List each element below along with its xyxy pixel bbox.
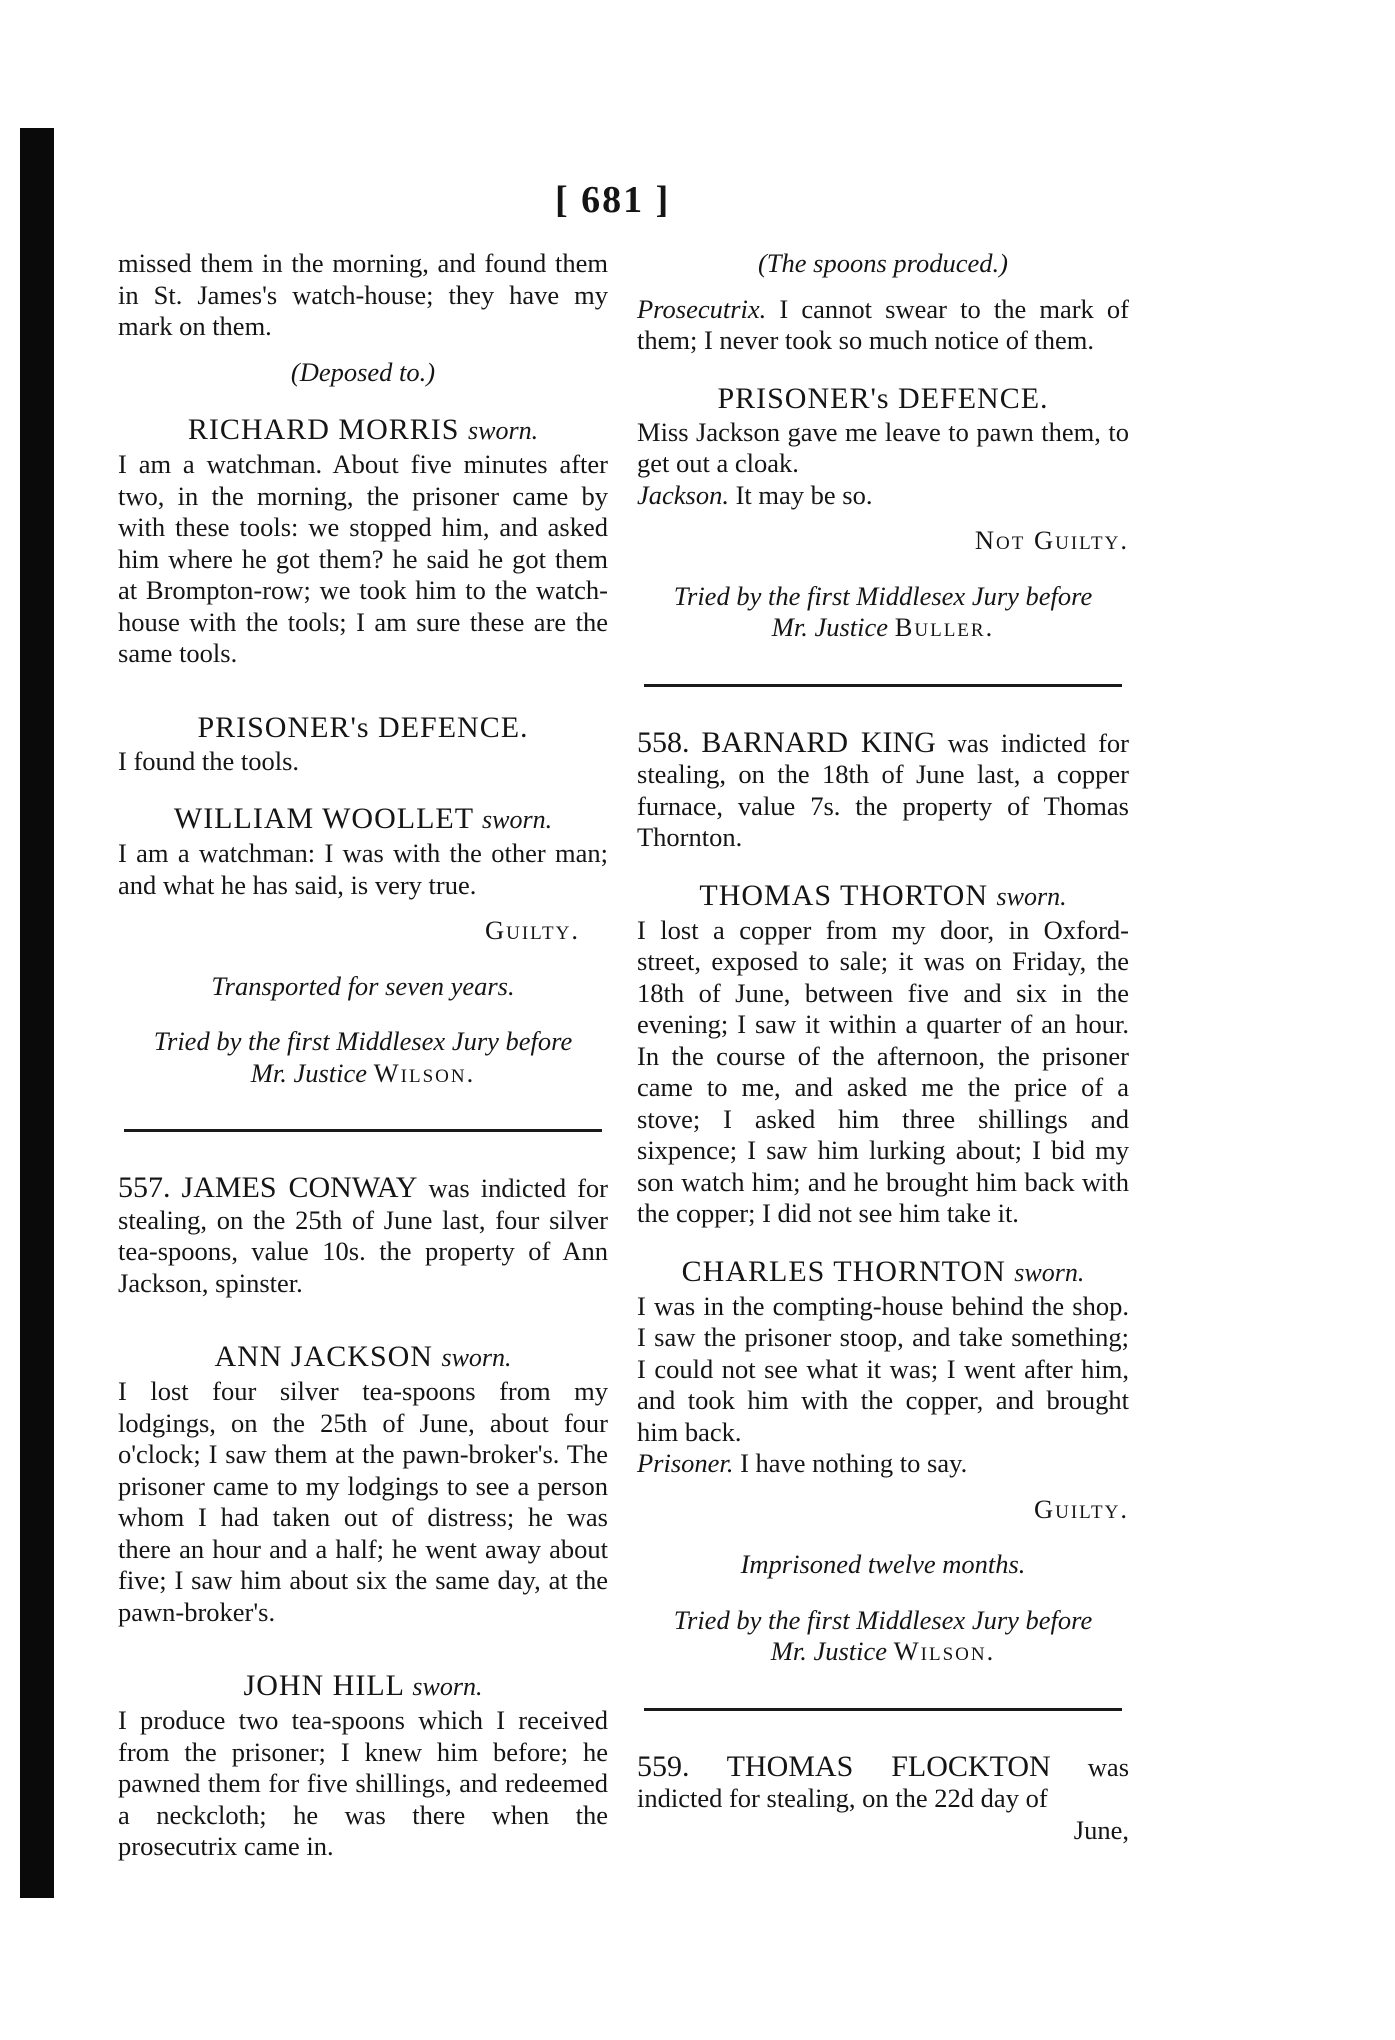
case-559 — [637, 1751, 1129, 1815]
witness-heading — [637, 1254, 1129, 1291]
testimony: I am a watchman: I was with the other man; and what he has said, is very true. — [118, 838, 608, 900]
witness-name: JOHN HILL — [243, 1669, 404, 1702]
left-column — [118, 248, 608, 1863]
judge-line — [118, 1058, 608, 1090]
page-number: [ 681 ] — [555, 179, 671, 221]
sentence: Transported for seven years. — [211, 970, 515, 1001]
case-558 — [637, 727, 1129, 854]
witness-name: WILLIAM WOOLLET — [173, 802, 474, 835]
sworn-label: sworn. — [441, 1343, 512, 1372]
witness-heading — [118, 412, 608, 449]
defence-heading: PRISONER's DEFENCE. — [717, 381, 1049, 415]
witness-heading — [118, 801, 608, 838]
sworn-label: sworn. — [482, 805, 553, 834]
witness-name: CHARLES THORNTON — [681, 1254, 1006, 1288]
witness-heading — [118, 1668, 608, 1705]
defence-text: I found the tools. — [118, 745, 300, 776]
witness-name: ANN JACKSON — [214, 1340, 433, 1373]
testimony: I was in the compting-house behind the shop. I saw the prisoner stoop, and take something; I could not see what it was; I went after him, and took him with the copper, and brought him back. — [637, 1290, 1129, 1447]
jury-line: Tried by the first Middlesex Jury before — [673, 1604, 1093, 1635]
jury-line: Tried by the first Middlesex Jury before — [673, 580, 1093, 611]
testimony — [637, 1448, 1129, 1480]
case-number: 558. — [637, 725, 690, 759]
verdict: Guilty. — [1034, 1493, 1129, 1524]
jury-line: Tried by the first Middlesex Jury before — [153, 1026, 573, 1056]
defence-text: Miss Jackson gave me leave to pawn them, to get out a cloak. — [637, 416, 1129, 478]
testimony: I lost four silver tea-spoons from my lodgings, on the 25th of June, about four o'clock; I saw them at the pawn-broker's. The prisoner came to my lodgings to see a person whom I had taken out of distress; he was there an hour and a half; he went away about five; I saw him about six the same day, at the pawn-broker's. — [118, 1376, 608, 1627]
exhibit-note: (The spoons produced.) — [757, 248, 1008, 278]
witness-name: RICHARD MORRIS — [187, 413, 460, 446]
testimony — [637, 294, 1129, 357]
case-number: 559. — [637, 1749, 690, 1783]
defendant-name: THOMAS FLOCKTON — [726, 1749, 1051, 1783]
verdict: Not Guilty. — [974, 525, 1129, 555]
judge-name: Wilson. — [893, 1636, 996, 1666]
justice-title: Mr. Justice — [250, 1057, 368, 1088]
defendant-name: BARNARD KING — [701, 725, 936, 759]
sworn-label: sworn. — [412, 1672, 483, 1701]
paragraph: missed them in the morning, and found them in St. James's watch-house; they have my mark on them. — [118, 248, 608, 341]
speaker: Prisoner. — [637, 1448, 734, 1478]
judge-line — [637, 1636, 1129, 1668]
right-column — [637, 248, 1129, 1846]
testimony: I lost a copper from my door, in Oxford-street, exposed to sale; it was on Friday, the 18th of June, between five and six in the evening; I saw it within a quarter of an hour. In the course of the afternoon, the prisoner came to me, and asked me the price of a stove; I asked him three shillings and sixpence; I saw him lurking about; I bid my son watch him; and he brought him back with the copper; I did not see him take it. — [637, 914, 1129, 1228]
sworn-label: sworn. — [1014, 1257, 1085, 1287]
case-number: 557. — [118, 1171, 171, 1204]
deposition-note: (Deposed to.) — [290, 356, 436, 387]
witness-name: THOMAS THORTON — [699, 878, 989, 912]
speech: I have nothing to say. — [740, 1448, 968, 1478]
indictment-text: was indicted for stealing, on the 22d day of — [637, 1751, 1130, 1813]
indictment-text: was indicted for stealing, on the 18th of June last, a copper furnace, value 7s. the property of Thomas Thornton. — [637, 727, 1129, 852]
indictment-text: was indicted for stealing, on the 25th of June last, four silver tea-spoons, value 10s. the property of Ann Jackson, spinster. — [118, 1173, 609, 1298]
verdict: Guilty. — [485, 915, 580, 945]
speaker: Prosecutrix. — [637, 293, 767, 324]
judge-name: Wilson. — [373, 1057, 476, 1088]
justice-title: Mr. Justice — [770, 1636, 888, 1666]
testimony — [637, 480, 1129, 512]
justice-title: Mr. Justice — [771, 612, 889, 642]
catchword: June, — [1073, 1814, 1129, 1845]
sentence: Imprisoned twelve months. — [740, 1549, 1026, 1579]
book-spine-shadow — [20, 128, 54, 1898]
testimony: I produce two tea-spoons which I received from the prisoner; I knew him before; he pawned them for five shillings, and redeemed a neckcloth; he was there when the prosecutrix came in. — [118, 1705, 608, 1861]
witness-heading — [637, 878, 1129, 915]
speaker: Jackson. — [637, 479, 729, 510]
witness-heading — [118, 1339, 608, 1376]
sworn-label: sworn. — [467, 416, 539, 445]
judge-line — [637, 612, 1129, 644]
defence-heading: PRISONER's DEFENCE. — [197, 710, 529, 744]
defendant-name: JAMES CONWAY — [181, 1171, 418, 1204]
speech: It may be so. — [735, 479, 873, 510]
case-557 — [118, 1172, 608, 1299]
sworn-label: sworn. — [996, 881, 1067, 911]
judge-name: Buller. — [894, 612, 995, 642]
speech: I cannot swear to the mark of them; I never took so much notice of them. — [637, 293, 1129, 355]
testimony: I am a watchman. About five minutes after two, in the morning, the prisoner came by with these tools: we stopped him, and asked him where he got them? he said he got them at Brompton-row; we took him to the watch-house with the tools; I am sure these are the same tools. — [118, 449, 608, 668]
